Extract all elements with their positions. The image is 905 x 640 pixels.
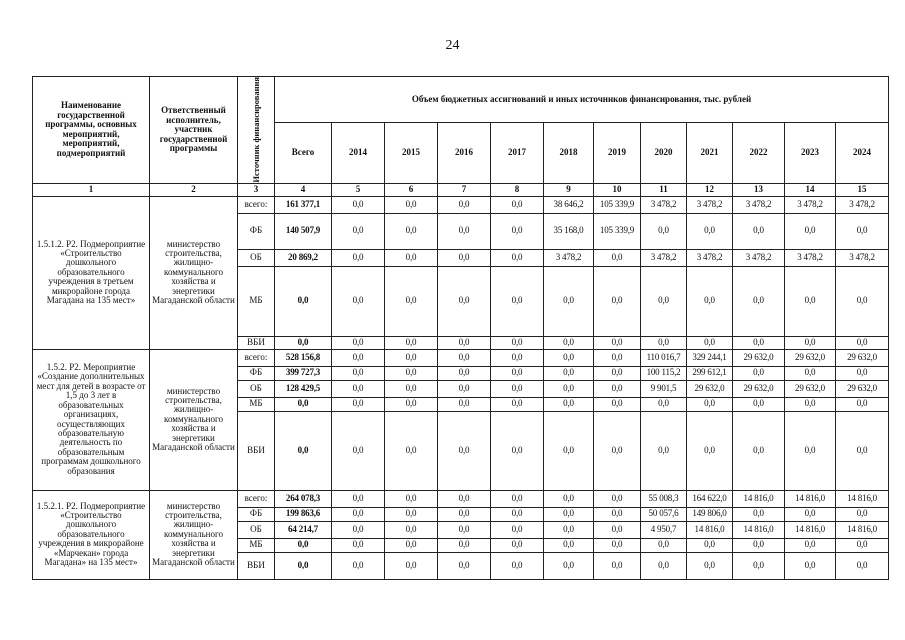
year-value: 0,0 [491, 266, 544, 336]
year-value: 299 612,1 [687, 366, 733, 380]
column-number: 1 [33, 183, 150, 196]
year-value: 0,0 [332, 490, 385, 507]
year-value: 0,0 [491, 336, 544, 349]
header-year: 2019 [594, 122, 641, 183]
year-value: 29 632,0 [785, 349, 836, 366]
header-source: Источник финансирования [238, 77, 275, 184]
total-value: 161 377,1 [275, 196, 332, 213]
executor-name: министерство строительства, жилищно-коммунального хозяйства и энергетики Магаданской области [150, 196, 238, 349]
year-value: 3 478,2 [836, 196, 889, 213]
year-value: 164 622,0 [687, 490, 733, 507]
year-value: 0,0 [785, 538, 836, 552]
year-value: 35 168,0 [544, 213, 594, 249]
year-value: 0,0 [438, 336, 491, 349]
year-value: 0,0 [544, 411, 594, 490]
total-value: 0,0 [275, 336, 332, 349]
column-number: 12 [687, 183, 733, 196]
total-value: 140 507,9 [275, 213, 332, 249]
funding-source: всего: [238, 196, 275, 213]
header-year: 2021 [687, 122, 733, 183]
funding-source: ВБИ [238, 552, 275, 579]
column-number: 2 [150, 183, 238, 196]
year-value: 0,0 [438, 521, 491, 538]
page-number: 24 [445, 38, 460, 53]
year-value: 0,0 [544, 490, 594, 507]
year-value: 0,0 [438, 249, 491, 266]
year-value: 0,0 [641, 397, 687, 411]
year-value: 0,0 [491, 380, 544, 397]
year-value: 0,0 [385, 249, 438, 266]
year-value: 110 016,7 [641, 349, 687, 366]
year-value: 0,0 [385, 349, 438, 366]
year-value: 0,0 [733, 538, 785, 552]
year-value: 14 816,0 [733, 521, 785, 538]
year-value: 0,0 [438, 411, 491, 490]
total-value: 264 078,3 [275, 490, 332, 507]
total-value: 199 863,6 [275, 507, 332, 521]
year-value: 0,0 [544, 507, 594, 521]
year-value: 0,0 [594, 336, 641, 349]
year-value: 3 478,2 [785, 196, 836, 213]
year-value: 0,0 [544, 336, 594, 349]
year-value: 0,0 [836, 552, 889, 579]
year-value: 0,0 [641, 411, 687, 490]
header-year: 2023 [785, 122, 836, 183]
year-value: 0,0 [332, 552, 385, 579]
header-program: Наименование государственной программы, основных мероприятий, мероприятий, подмероприятий [33, 77, 150, 184]
year-value: 14 816,0 [785, 490, 836, 507]
year-value: 0,0 [438, 366, 491, 380]
year-value: 0,0 [332, 380, 385, 397]
year-value: 0,0 [594, 380, 641, 397]
column-number: 4 [275, 183, 332, 196]
year-value: 3 478,2 [687, 196, 733, 213]
year-value: 0,0 [687, 266, 733, 336]
year-value: 0,0 [332, 507, 385, 521]
header-year: 2014 [332, 122, 385, 183]
funding-source: ВБИ [238, 411, 275, 490]
year-value: 50 057,6 [641, 507, 687, 521]
year-value: 0,0 [332, 266, 385, 336]
year-value: 0,0 [385, 336, 438, 349]
funding-source: ФБ [238, 507, 275, 521]
total-value: 0,0 [275, 411, 332, 490]
year-value: 0,0 [641, 538, 687, 552]
year-value: 0,0 [385, 552, 438, 579]
header-executor: Ответственный исполнитель, участник государственной программы [150, 77, 238, 184]
year-value: 0,0 [438, 538, 491, 552]
funding-source: ОБ [238, 380, 275, 397]
year-value: 0,0 [836, 336, 889, 349]
year-value: 29 632,0 [836, 349, 889, 366]
year-value: 0,0 [687, 213, 733, 249]
year-value: 3 478,2 [785, 249, 836, 266]
header-year: 2018 [544, 122, 594, 183]
year-value: 0,0 [836, 397, 889, 411]
funding-source: ФБ [238, 213, 275, 249]
year-value: 0,0 [438, 380, 491, 397]
year-value: 0,0 [385, 521, 438, 538]
year-value: 0,0 [687, 411, 733, 490]
year-value: 0,0 [332, 213, 385, 249]
year-value: 0,0 [332, 366, 385, 380]
year-value: 0,0 [594, 521, 641, 538]
year-value: 0,0 [544, 552, 594, 579]
column-number: 14 [785, 183, 836, 196]
header-year: 2017 [491, 122, 544, 183]
year-value: 0,0 [385, 196, 438, 213]
year-value: 0,0 [785, 507, 836, 521]
year-value: 29 632,0 [733, 380, 785, 397]
year-value: 3 478,2 [733, 196, 785, 213]
year-value: 0,0 [491, 411, 544, 490]
measure-name: 1.5.2. Р2. Мероприятие «Создание дополнительных мест для детей в возрасте от 1,5 до 3 лет в образовательных организациях, осуществляющих образовательную деятельность по образовательным программам дошкольного образования [33, 349, 150, 490]
year-value: 3 478,2 [733, 249, 785, 266]
funding-source: всего: [238, 349, 275, 366]
year-value: 0,0 [332, 249, 385, 266]
year-value: 0,0 [641, 213, 687, 249]
year-value: 0,0 [491, 490, 544, 507]
year-value: 0,0 [544, 521, 594, 538]
year-value: 0,0 [385, 411, 438, 490]
year-value: 0,0 [438, 266, 491, 336]
header-year: 2020 [641, 122, 687, 183]
year-value: 29 632,0 [785, 380, 836, 397]
column-number: 10 [594, 183, 641, 196]
header-year: 2016 [438, 122, 491, 183]
funding-source: ОБ [238, 249, 275, 266]
year-value: 0,0 [733, 411, 785, 490]
year-value: 329 244,1 [687, 349, 733, 366]
total-value: 20 869,2 [275, 249, 332, 266]
funding-source: ОБ [238, 521, 275, 538]
total-value: 399 727,3 [275, 366, 332, 380]
column-number: 6 [385, 183, 438, 196]
funding-source: всего: [238, 490, 275, 507]
year-value: 0,0 [491, 213, 544, 249]
year-value: 0,0 [785, 213, 836, 249]
year-value: 0,0 [544, 366, 594, 380]
year-value: 0,0 [491, 196, 544, 213]
year-value: 4 950,7 [641, 521, 687, 538]
year-value: 0,0 [836, 266, 889, 336]
year-value: 0,0 [438, 552, 491, 579]
year-value: 14 816,0 [687, 521, 733, 538]
year-value: 100 115,2 [641, 366, 687, 380]
year-value: 14 816,0 [836, 490, 889, 507]
total-value: 128 429,5 [275, 380, 332, 397]
executor-name: министерство строительства, жилищно-коммунального хозяйства и энергетики Магаданской области [150, 349, 238, 490]
year-value: 29 632,0 [836, 380, 889, 397]
year-value: 0,0 [836, 213, 889, 249]
year-value: 0,0 [385, 490, 438, 507]
year-value: 105 339,9 [594, 213, 641, 249]
year-value: 0,0 [438, 507, 491, 521]
year-value: 0,0 [438, 397, 491, 411]
year-value: 0,0 [594, 411, 641, 490]
year-value: 0,0 [385, 266, 438, 336]
column-number: 11 [641, 183, 687, 196]
year-value: 0,0 [544, 380, 594, 397]
column-number: 8 [491, 183, 544, 196]
table-row [33, 196, 889, 213]
year-value: 3 478,2 [836, 249, 889, 266]
year-value: 0,0 [687, 336, 733, 349]
year-value: 0,0 [785, 552, 836, 579]
year-value: 0,0 [385, 380, 438, 397]
year-value: 0,0 [687, 397, 733, 411]
year-value: 0,0 [544, 266, 594, 336]
year-value: 14 816,0 [836, 521, 889, 538]
funding-source: МБ [238, 397, 275, 411]
year-value: 0,0 [332, 411, 385, 490]
year-value: 14 816,0 [785, 521, 836, 538]
year-value: 0,0 [332, 336, 385, 349]
year-value: 0,0 [385, 366, 438, 380]
year-value: 0,0 [641, 552, 687, 579]
column-number: 15 [836, 183, 889, 196]
year-value: 0,0 [594, 490, 641, 507]
year-value: 105 339,9 [594, 196, 641, 213]
column-number-row [33, 183, 889, 196]
year-value: 0,0 [438, 349, 491, 366]
year-value: 0,0 [332, 521, 385, 538]
total-value: 0,0 [275, 266, 332, 336]
total-value: 64 214,7 [275, 521, 332, 538]
year-value: 0,0 [491, 507, 544, 521]
year-value: 0,0 [491, 538, 544, 552]
year-value: 0,0 [594, 349, 641, 366]
year-value: 0,0 [733, 336, 785, 349]
year-value: 0,0 [332, 196, 385, 213]
year-value: 0,0 [332, 538, 385, 552]
year-value: 9 901,5 [641, 380, 687, 397]
year-value: 0,0 [641, 266, 687, 336]
year-value: 0,0 [491, 397, 544, 411]
year-value: 0,0 [836, 507, 889, 521]
year-value: 38 646,2 [544, 196, 594, 213]
table-row [33, 349, 889, 366]
year-value: 0,0 [594, 538, 641, 552]
year-value: 0,0 [785, 397, 836, 411]
year-value: 0,0 [385, 213, 438, 249]
year-value: 3 478,2 [641, 196, 687, 213]
year-value: 0,0 [385, 397, 438, 411]
year-value: 0,0 [332, 349, 385, 366]
year-value: 0,0 [332, 397, 385, 411]
header-row-top [33, 77, 889, 123]
year-value: 29 632,0 [687, 380, 733, 397]
year-value: 0,0 [544, 349, 594, 366]
total-value: 0,0 [275, 552, 332, 579]
year-value: 0,0 [594, 249, 641, 266]
year-value: 0,0 [785, 266, 836, 336]
year-value: 29 632,0 [733, 349, 785, 366]
budget-table [32, 76, 889, 580]
year-value: 0,0 [594, 266, 641, 336]
year-value: 0,0 [491, 552, 544, 579]
column-number: 9 [544, 183, 594, 196]
year-value: 0,0 [594, 507, 641, 521]
year-value: 0,0 [733, 366, 785, 380]
year-value: 0,0 [687, 552, 733, 579]
column-number: 7 [438, 183, 491, 196]
year-value: 3 478,2 [687, 249, 733, 266]
year-value: 0,0 [785, 336, 836, 349]
year-value: 0,0 [733, 213, 785, 249]
year-value: 0,0 [594, 366, 641, 380]
year-value: 0,0 [385, 538, 438, 552]
year-value: 0,0 [544, 397, 594, 411]
table-row [33, 490, 889, 507]
total-value: 0,0 [275, 397, 332, 411]
year-value: 0,0 [438, 490, 491, 507]
year-value: 0,0 [594, 397, 641, 411]
measure-name: 1.5.2.1. Р2. Подмероприятие «Строительство дошкольного образовательного учреждения в микрорайоне «Марчекан» города Магадана» на 135 мест» [33, 490, 150, 579]
funding-source: МБ [238, 266, 275, 336]
year-value: 0,0 [733, 507, 785, 521]
year-value: 0,0 [491, 349, 544, 366]
year-value: 0,0 [836, 538, 889, 552]
header-year: 2015 [385, 122, 438, 183]
year-value: 0,0 [733, 397, 785, 411]
header-year: 2024 [836, 122, 889, 183]
year-value: 0,0 [836, 366, 889, 380]
year-value: 0,0 [594, 552, 641, 579]
year-value: 0,0 [385, 507, 438, 521]
funding-source: ФБ [238, 366, 275, 380]
year-value: 149 806,0 [687, 507, 733, 521]
column-number: 5 [332, 183, 385, 196]
header-year: 2022 [733, 122, 785, 183]
measure-name: 1.5.1.2. Р2. Подмероприятие «Строительство дошкольного образовательного учреждения в третьем микрорайоне города Магадана на 135 мест» [33, 196, 150, 349]
year-value: 0,0 [836, 411, 889, 490]
year-value: 0,0 [438, 196, 491, 213]
year-value: 0,0 [733, 266, 785, 336]
funding-source: МБ [238, 538, 275, 552]
executor-name: министерство строительства, жилищно-коммунального хозяйства и энергетики Магаданской области [150, 490, 238, 579]
year-value: 0,0 [733, 552, 785, 579]
header-total: Всего [275, 122, 332, 183]
year-value: 0,0 [785, 366, 836, 380]
year-value: 0,0 [491, 249, 544, 266]
year-value: 14 816,0 [733, 490, 785, 507]
year-value: 0,0 [687, 538, 733, 552]
year-value: 3 478,2 [641, 249, 687, 266]
column-number: 13 [733, 183, 785, 196]
column-number: 3 [238, 183, 275, 196]
funding-source: ВБИ [238, 336, 275, 349]
year-value: 0,0 [641, 336, 687, 349]
year-value: 0,0 [544, 538, 594, 552]
year-value: 0,0 [491, 366, 544, 380]
total-value: 0,0 [275, 538, 332, 552]
year-value: 3 478,2 [544, 249, 594, 266]
year-value: 55 008,3 [641, 490, 687, 507]
year-value: 0,0 [491, 521, 544, 538]
total-value: 528 156,8 [275, 349, 332, 366]
year-value: 0,0 [785, 411, 836, 490]
year-value: 0,0 [438, 213, 491, 249]
header-volume: Объем бюджетных ассигнований и иных источников финансирования, тыс. рублей [275, 77, 889, 123]
